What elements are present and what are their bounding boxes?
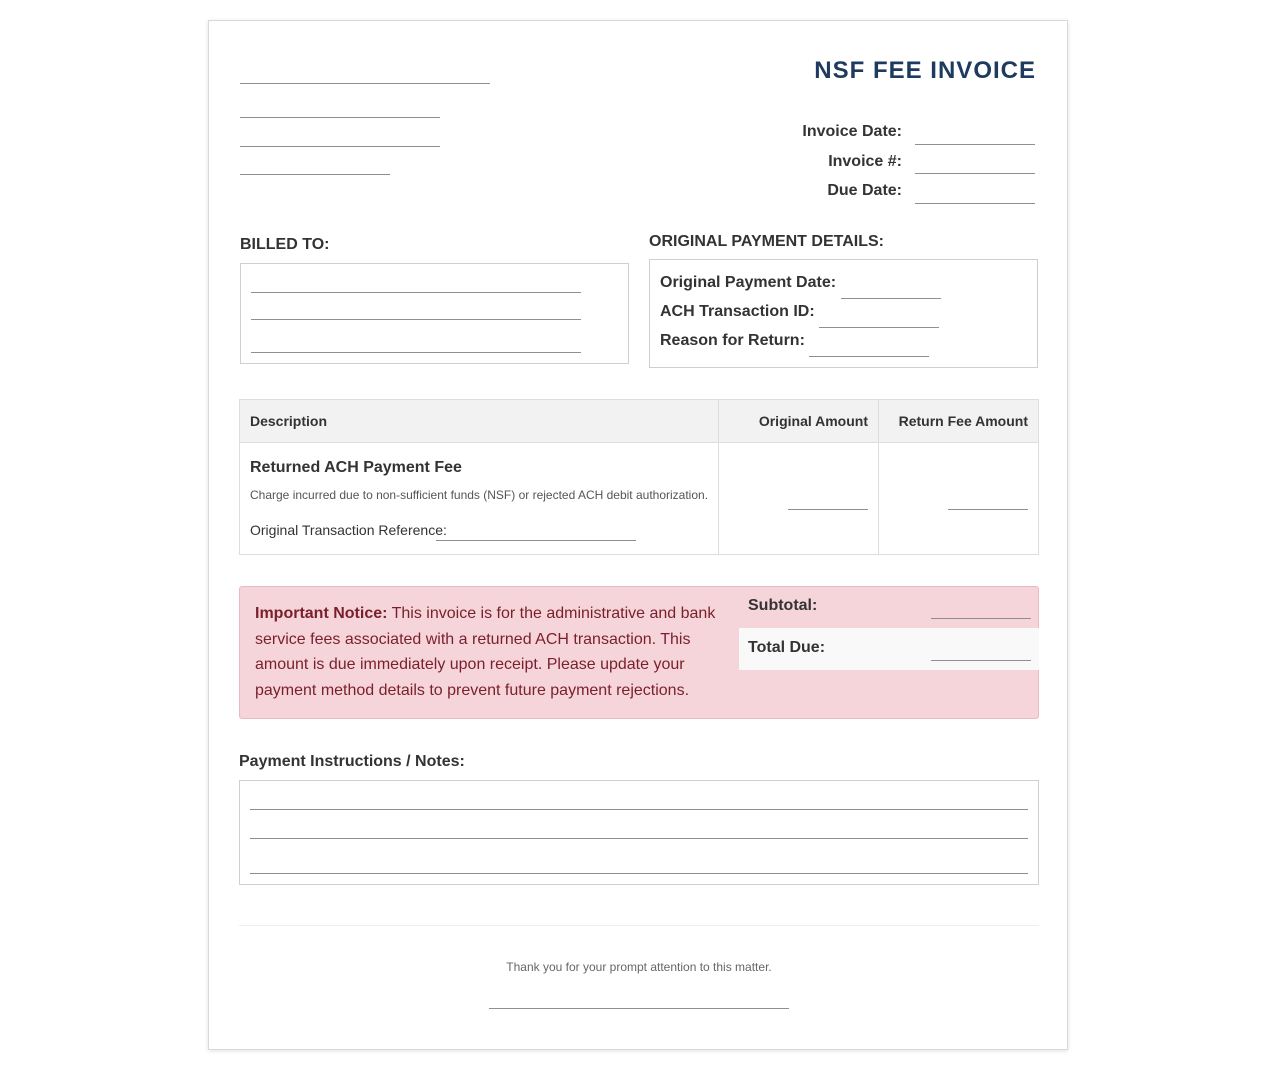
- total-due-field[interactable]: [931, 660, 1031, 661]
- reason-for-return-label: Reason for Return:: [660, 332, 805, 349]
- table-row: [240, 443, 1039, 555]
- original-amount-column-header: Original Amount: [719, 400, 879, 443]
- original-payment-box: [649, 259, 1038, 368]
- notes-line-3[interactable]: [250, 873, 1028, 874]
- billed-to-heading: BILLED TO:: [240, 236, 330, 253]
- reason-for-return-field[interactable]: [809, 356, 929, 357]
- company-phone-line[interactable]: [240, 174, 390, 175]
- billed-to-box: [240, 263, 629, 364]
- company-name-line[interactable]: [240, 83, 490, 84]
- table-header-row: [240, 400, 1039, 443]
- subtotal-label: Subtotal:: [748, 597, 818, 614]
- original-payment-date-field[interactable]: [841, 298, 941, 299]
- company-address-line-2[interactable]: [240, 146, 440, 147]
- return-fee-amount-field[interactable]: [948, 509, 1028, 510]
- billed-to-line-1[interactable]: [251, 292, 581, 293]
- item-description: Charge incurred due to non-sufficient funds (NSF) or rejected ACH debit authorization.: [250, 488, 709, 502]
- footer-thank-you: Thank you for your prompt attention to this matter.: [506, 960, 772, 974]
- subtotal-row: [739, 587, 1039, 628]
- subtotal-field[interactable]: [931, 618, 1031, 619]
- important-notice-box: [239, 586, 1039, 719]
- transaction-reference-label: Original Transaction Reference:: [250, 522, 447, 538]
- total-due-label: Total Due:: [748, 639, 826, 656]
- original-amount-cell: [719, 443, 879, 555]
- line-items-table: [239, 399, 1039, 555]
- payment-notes-heading: Payment Instructions / Notes:: [239, 753, 465, 770]
- invoice-date-label: Invoice Date:: [802, 123, 902, 140]
- original-payment-date-label: Original Payment Date:: [660, 274, 837, 291]
- company-address-line-1[interactable]: [240, 117, 440, 118]
- signature-line[interactable]: [489, 1008, 789, 1009]
- invoice-number-label: Invoice #:: [828, 153, 902, 170]
- invoice-date-field[interactable]: [915, 144, 1035, 145]
- notice-body: This invoice is for the administrative and bank service fees associated with a returned ACH transaction. This amount is due immediately upon receipt. Please update your payment method details to prevent future payment rejections.: [255, 605, 716, 699]
- billed-to-line-2[interactable]: [251, 319, 581, 320]
- total-due-row: [739, 628, 1039, 670]
- footer-divider: [239, 925, 1039, 926]
- notice-text: [255, 601, 725, 703]
- due-date-label: Due Date:: [827, 182, 902, 199]
- due-date-field[interactable]: [915, 203, 1035, 204]
- invoice-title: NSF FEE INVOICE: [814, 57, 1036, 84]
- notes-line-2[interactable]: [250, 838, 1028, 839]
- original-payment-heading: ORIGINAL PAYMENT DETAILS:: [649, 233, 884, 250]
- ach-transaction-id-field[interactable]: [819, 327, 939, 328]
- invoice-page: [208, 20, 1068, 1050]
- notes-line-1[interactable]: [250, 809, 1028, 810]
- notice-label: Important Notice:: [255, 605, 388, 622]
- description-cell: [240, 443, 719, 555]
- billed-to-line-3[interactable]: [251, 352, 581, 353]
- invoice-number-field[interactable]: [915, 173, 1035, 174]
- return-fee-amount-column-header: Return Fee Amount: [879, 400, 1039, 443]
- transaction-reference-field[interactable]: [436, 540, 636, 541]
- payment-notes-box: [239, 780, 1039, 885]
- item-title: Returned ACH Payment Fee: [250, 459, 462, 476]
- original-amount-field[interactable]: [788, 509, 868, 510]
- return-fee-amount-cell: [879, 443, 1039, 555]
- ach-transaction-id-label: ACH Transaction ID:: [660, 303, 815, 320]
- description-column-header: Description: [240, 400, 719, 443]
